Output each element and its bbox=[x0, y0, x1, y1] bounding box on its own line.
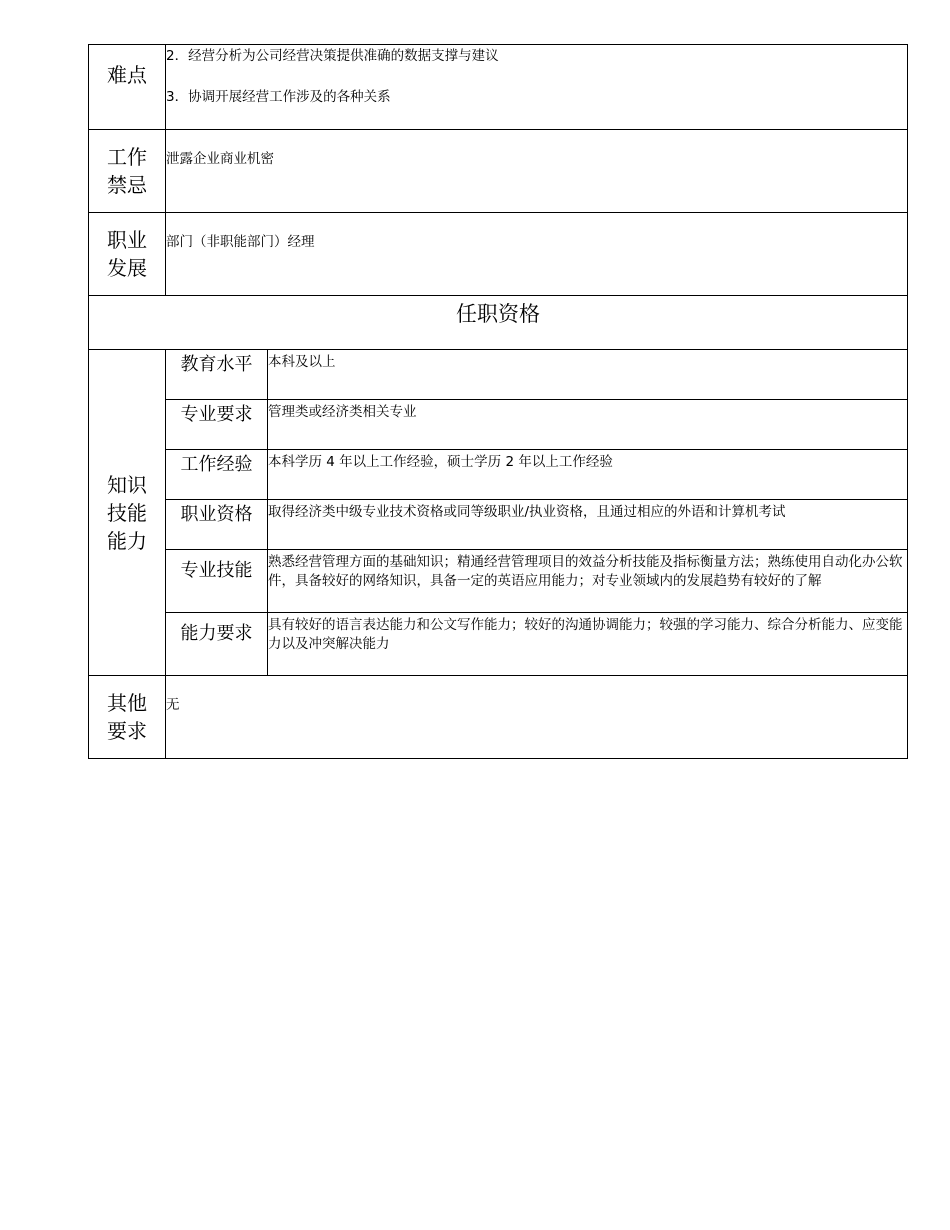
other-label-line1: 其他 bbox=[107, 691, 147, 715]
other-content bbox=[166, 676, 908, 759]
taboo-label-line1: 工作 bbox=[107, 145, 147, 169]
group-label-line1: 知识 bbox=[107, 472, 147, 497]
taboo-label-line2: 禁忌 bbox=[107, 173, 147, 197]
section-title: 任职资格 bbox=[89, 296, 908, 350]
taboo-label bbox=[89, 130, 166, 213]
skills-value: 熟悉经营管理方面的基础知识；精通经营管理项目的效益分析技能及指标衡量方法；熟练使用自动化办公软件，具备较好的网络知识，具备一定的英语应用能力；对专业领域内的发展趋势有较好的了解 bbox=[268, 550, 908, 613]
certification-label: 职业资格 bbox=[166, 500, 268, 550]
major-value: 管理类或经济类相关专业 bbox=[268, 400, 908, 450]
ability-label: 能力要求 bbox=[166, 613, 268, 676]
career-label-line1: 职业 bbox=[107, 228, 147, 252]
qualification-row bbox=[89, 550, 908, 613]
group-label-line3: 能力 bbox=[107, 528, 147, 553]
education-value: 本科及以上 bbox=[268, 350, 908, 400]
qualification-group-label bbox=[89, 350, 166, 676]
difficulty-row bbox=[89, 45, 908, 130]
education-label: 教育水平 bbox=[166, 350, 268, 400]
qualification-header-row bbox=[89, 296, 908, 350]
major-label: 专业要求 bbox=[166, 400, 268, 450]
other-label-line2: 要求 bbox=[107, 719, 147, 743]
skills-label: 专业技能 bbox=[166, 550, 268, 613]
career-text: 部门（非职能部门）经理 bbox=[166, 234, 315, 250]
experience-label: 工作经验 bbox=[166, 450, 268, 500]
ability-value: 具有较好的语言表达能力和公文写作能力；较好的沟通协调能力；较强的学习能力、综合分析能力、应变能力以及冲突解决能力 bbox=[268, 613, 908, 676]
qualification-row bbox=[89, 400, 908, 450]
other-label bbox=[89, 676, 166, 759]
difficulty-item: 2．经营分析为公司经营决策提供准确的数据支撑与建议 bbox=[166, 48, 499, 64]
qualification-row bbox=[89, 613, 908, 676]
experience-value: 本科学历 4 年以上工作经验，硕士学历 2 年以上工作经验 bbox=[268, 450, 908, 500]
difficulty-content bbox=[166, 45, 908, 130]
career-content bbox=[166, 213, 908, 296]
taboo-content bbox=[166, 130, 908, 213]
difficulty-label-text: 难点 bbox=[107, 63, 147, 87]
taboo-text: 泄露企业商业机密 bbox=[166, 151, 274, 167]
career-label-line2: 发展 bbox=[107, 256, 147, 280]
qualification-row bbox=[89, 350, 908, 400]
qualification-row bbox=[89, 500, 908, 550]
group-label-line2: 技能 bbox=[107, 500, 147, 525]
job-description-table bbox=[88, 44, 908, 759]
other-text: 无 bbox=[166, 697, 180, 713]
difficulty-label bbox=[89, 45, 166, 130]
certification-value: 取得经济类中级专业技术资格或同等级职业/执业资格，且通过相应的外语和计算机考试 bbox=[268, 500, 908, 550]
career-label bbox=[89, 213, 166, 296]
career-row bbox=[89, 213, 908, 296]
qualification-row bbox=[89, 450, 908, 500]
taboo-row bbox=[89, 130, 908, 213]
other-row bbox=[89, 676, 908, 759]
difficulty-item: 3．协调开展经营工作涉及的各种关系 bbox=[166, 89, 391, 105]
